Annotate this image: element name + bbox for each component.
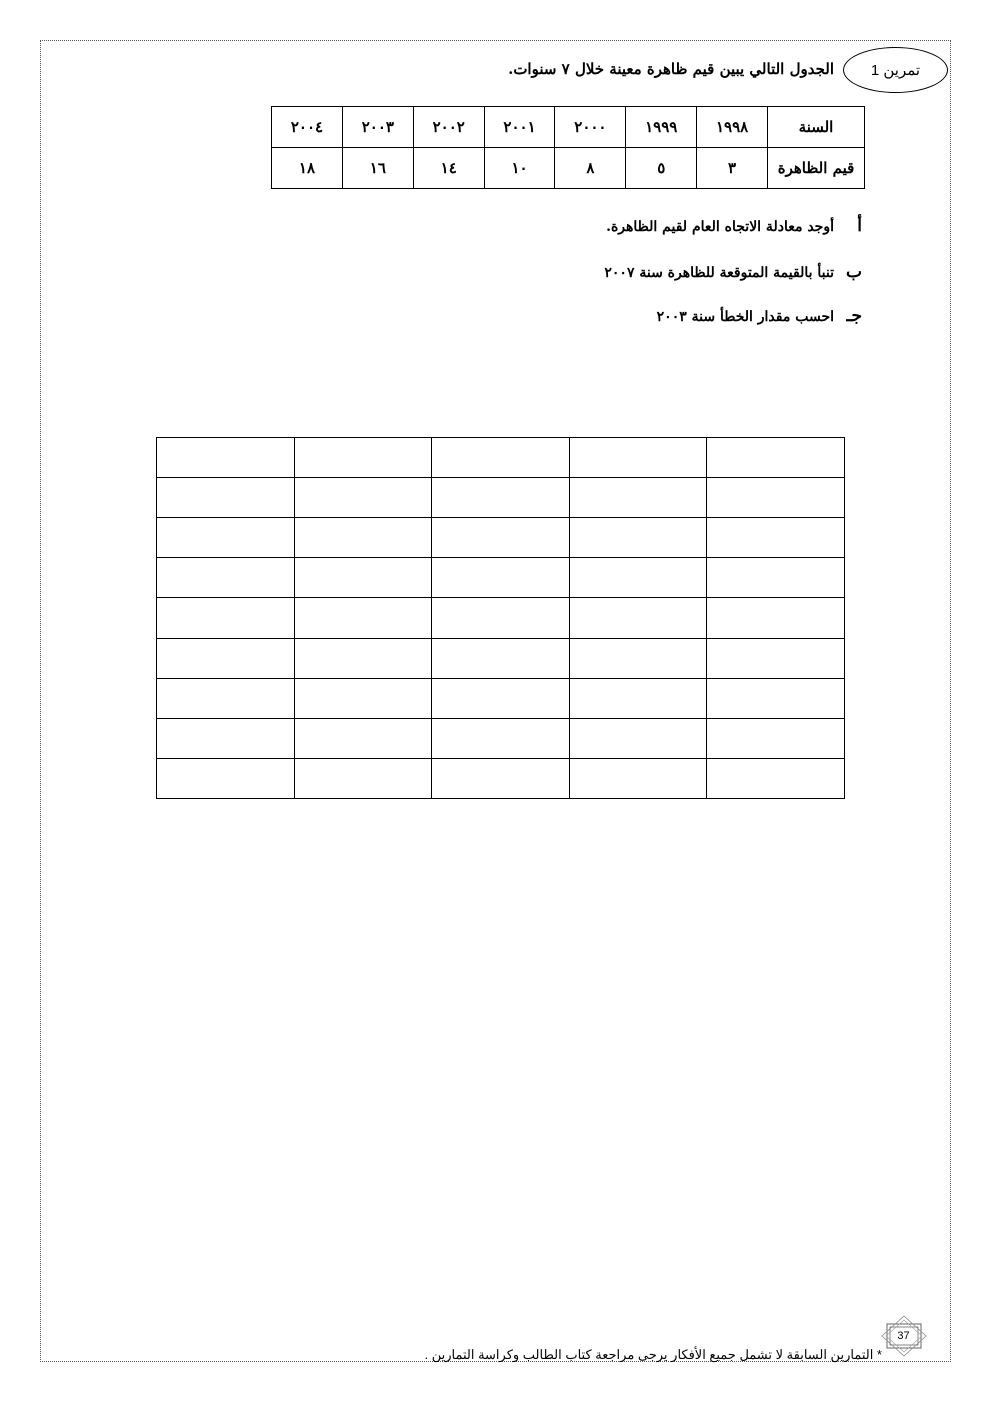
grid-row xyxy=(157,518,845,558)
question-c xyxy=(657,306,862,326)
exercise-badge xyxy=(843,47,948,93)
value-header: قيم الظاهرة xyxy=(768,148,865,189)
value-cell: ١٦ xyxy=(342,148,413,189)
intro-text: الجدول التالي يبين قيم ظاهرة معينة خلال ٧ سنوات. xyxy=(508,60,834,78)
value-cell: ١٠ xyxy=(484,148,555,189)
question-marker: جـ xyxy=(846,306,862,326)
table-row-value xyxy=(272,148,865,189)
question-marker: أ xyxy=(857,216,862,236)
value-cell: ١٤ xyxy=(413,148,484,189)
value-cell: ٨ xyxy=(555,148,626,189)
value-cell: ٣ xyxy=(697,148,768,189)
blank-work-grid xyxy=(156,437,845,799)
year-cell: ١٩٩٨ xyxy=(697,107,768,148)
year-cell: ٢٠٠٣ xyxy=(342,107,413,148)
year-cell: ٢٠٠٤ xyxy=(272,107,343,148)
page-number: 37 xyxy=(897,1329,910,1342)
value-cell: ١٨ xyxy=(272,148,343,189)
table-row-year xyxy=(272,107,865,148)
footer-note: * التمارين السابقة لا تشمل جميع الأفكار يرجى مراجعة كتاب الطالب وكراسة التمارين . xyxy=(424,1347,882,1362)
question-marker: ب xyxy=(845,262,862,282)
year-header: السنة xyxy=(768,107,865,148)
grid-row xyxy=(157,718,845,758)
page-number-badge xyxy=(879,1315,929,1357)
value-cell: ٥ xyxy=(626,148,697,189)
grid-row xyxy=(157,478,845,518)
question-a xyxy=(606,216,862,236)
grid-row xyxy=(157,638,845,678)
year-cell: ١٩٩٩ xyxy=(626,107,697,148)
grid-row xyxy=(157,598,845,638)
grid-row xyxy=(157,438,845,478)
data-table xyxy=(271,106,865,189)
year-cell: ٢٠٠٠ xyxy=(555,107,626,148)
exercise-label: تمرين 1 xyxy=(870,62,921,79)
question-text: تنبأ بالقيمة المتوقعة للظاهرة سنة ٢٠٠٧ xyxy=(604,265,834,281)
grid-row xyxy=(157,558,845,598)
question-text: احسب مقدار الخطأ سنة ٢٠٠٣ xyxy=(656,309,834,325)
year-cell: ٢٠٠١ xyxy=(484,107,555,148)
question-b xyxy=(604,262,862,282)
grid-row xyxy=(157,678,845,718)
grid-row xyxy=(157,758,845,798)
question-text: أوجد معادلة الاتجاه العام لقيم الظاهرة. xyxy=(606,219,834,235)
year-cell: ٢٠٠٢ xyxy=(413,107,484,148)
